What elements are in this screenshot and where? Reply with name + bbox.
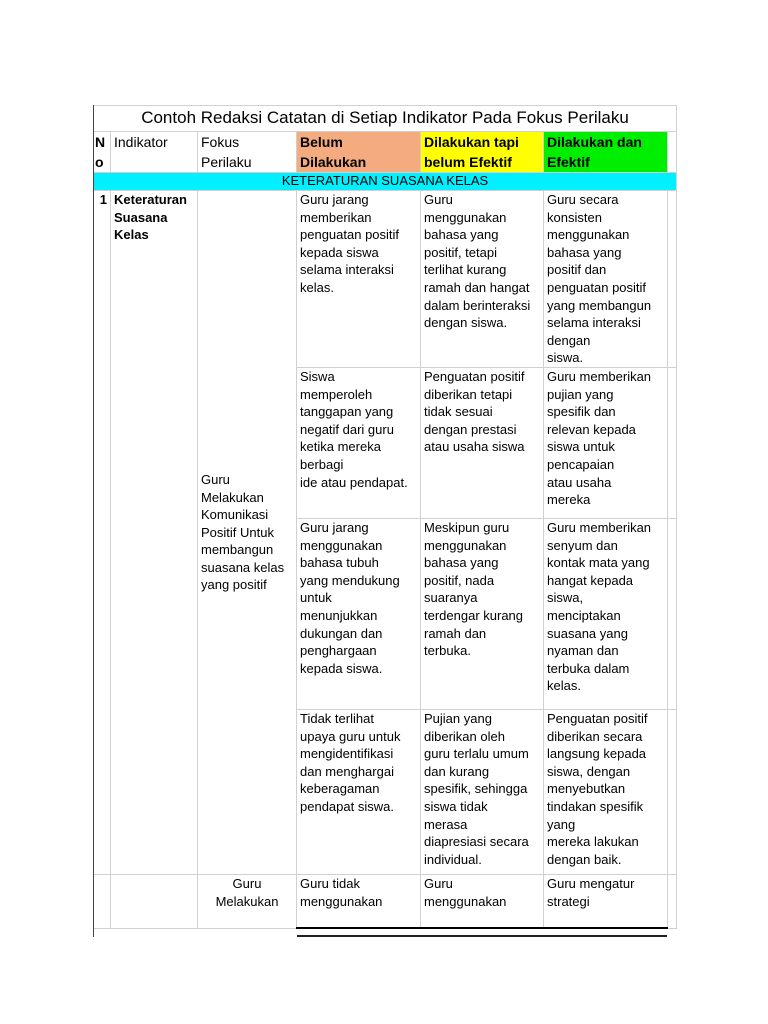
cell-tapi: Penguatan positif diberikan tetapi tidak sesuai dengan prestasi atau usaha siswa [421,368,544,519]
header-row [94,132,677,173]
item-fokus-perilaku-2: Guru Melakukan [198,875,297,929]
cell-tapi: Guru menggunakan [421,875,544,929]
indicator-table [93,105,677,929]
header-no: N o [94,132,111,173]
row-spacer [668,875,677,929]
row-spacer [668,710,677,875]
cell-belum: Guru jarang memberikan penguatan positif kepada siswa selama interaksi kelas. [297,191,421,368]
cell-belum: Guru jarang menggunakan bahasa tubuh yang mendukung untuk menunjukkan dukungan dan penghargaan kepada siswa. [297,519,421,710]
page-cut-rule [297,935,667,937]
cell-belum: Siswa memperoleh tanggapan yang negatif dari guru ketika mereka berbagi ide atau pendapat. [297,368,421,519]
header-belum-dilakukan: Belum Dilakukan [297,132,421,173]
table-left-border [93,105,94,937]
header-indikator: Indikator [111,132,198,173]
empty-no-cell [94,875,111,929]
header-spacer [668,132,677,173]
row-spacer [668,191,677,368]
empty-indikator-cell [111,875,198,929]
item-number: 1 [94,191,111,875]
section-row [94,173,677,191]
section-heading: KETERATURAN SUASANA KELAS [94,173,677,191]
header-dilakukan-dan-efektif: Dilakukan dan Efektif [544,132,668,173]
cell-efektif: Guru memberikan pujian yang spesifik dan relevan kepada siswa untuk pencapaian atau usaha mereka [544,368,668,519]
cell-efektif: Guru secara konsisten menggunakan bahasa yang positif dan penguatan positif yang membangun selama interaksi dengan siswa. [544,191,668,368]
cell-efektif: Guru memberikan senyum dan kontak mata yang hangat kepada siswa, menciptakan suasana yang nyaman dan terbuka dalam kelas. [544,519,668,710]
item-indikator: Keteraturan Suasana Kelas [111,191,198,875]
table-title: Contoh Redaksi Catatan di Setiap Indikator Pada Fokus Perilaku [94,106,677,132]
cell-belum: Guru tidak menggunakan [297,875,421,929]
item-fokus-perilaku: Guru Melakukan Komunikasi Positif Untuk membangun suasana kelas yang positif [198,191,297,875]
table-row [94,875,677,929]
cell-efektif: Penguatan positif diberikan secara langsung kepada siswa, dengan menyebutkan tindakan spesifik yang mereka lakukan dengan baik. [544,710,668,875]
header-dilakukan-tapi-belum-efektif: Dilakukan tapi belum Efektif [421,132,544,173]
cell-efektif: Guru mengatur strategi [544,875,668,929]
cell-tapi: Meskipun guru menggunakan bahasa yang positif, nada suaranya terdengar kurang ramah dan terbuka. [421,519,544,710]
cell-tapi: Guru menggunakan bahasa yang positif, tetapi terlihat kurang ramah dan hangat dalam berinteraksi dengan siswa. [421,191,544,368]
cell-belum: Tidak terlihat upaya guru untuk mengidentifikasi dan menghargai keberagaman pendapat siswa. [297,710,421,875]
table-row [94,191,677,368]
row-spacer [668,519,677,710]
cell-tapi: Pujian yang diberikan oleh guru terlalu umum dan kurang spesifik, sehingga siswa tidak merasa diapresiasi secara individual. [421,710,544,875]
header-fokus-perilaku: Fokus Perilaku [198,132,297,173]
row-spacer [668,368,677,519]
